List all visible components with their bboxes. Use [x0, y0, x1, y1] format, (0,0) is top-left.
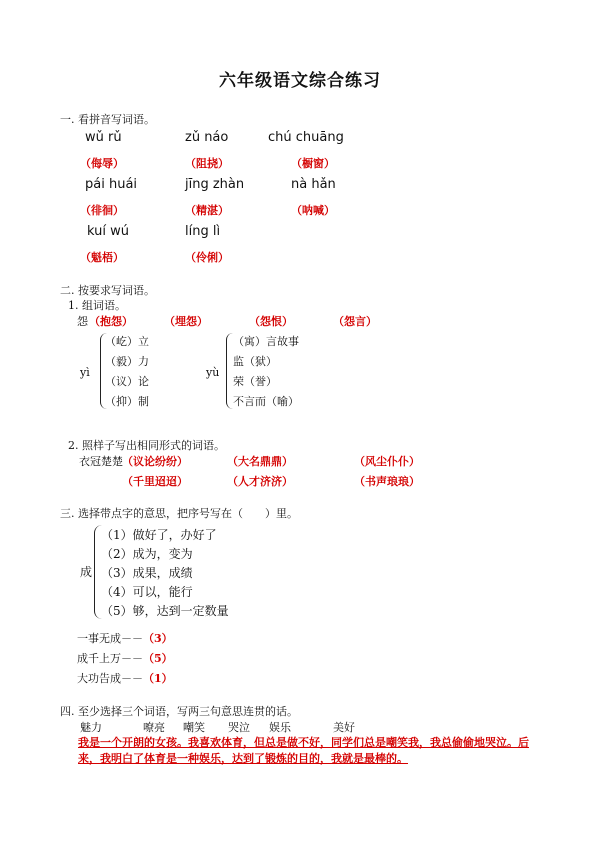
cheng-char: 成 [80, 565, 93, 579]
word-3: 嘲笑 [183, 721, 205, 734]
word-5: 娱乐 [269, 721, 291, 734]
question-3 [77, 670, 173, 686]
sub-2-heading: 2. 照样子写出相同形式的词语。 [68, 439, 225, 452]
form-answer-3: （风尘仆仆） [354, 455, 420, 468]
option-2: （2）成为，变为 [101, 547, 193, 561]
pinyin-8: líng lì [185, 224, 221, 239]
yi-item-4: （抑）制 [105, 395, 149, 408]
answer-8: （伶俐） [185, 251, 229, 264]
question-2 [77, 650, 173, 666]
example-word: 衣冠楚楚 [79, 455, 123, 468]
form-answer-6: （书声琅琅） [354, 475, 420, 488]
form-answer-2: （大名鼎鼎） [227, 455, 293, 468]
pinyin-6: nà hǎn [291, 177, 336, 192]
question-2-text: 成千上万－－ [77, 652, 143, 665]
answer-4: （徘徊） [80, 204, 124, 217]
section-2-heading: 二. 按要求写词语。 [60, 284, 155, 297]
word-1: 魅力 [80, 721, 102, 734]
word-2: 嘹亮 [143, 721, 165, 734]
question-1-answer: （3） [143, 632, 173, 645]
word-4: 哭泣 [228, 721, 250, 734]
option-5: （5）够，达到一定数量 [101, 604, 229, 618]
form-answer-5: （人才济济） [227, 475, 293, 488]
pinyin-7: kuí wú [87, 224, 129, 239]
yi-item-1: （屹）立 [105, 335, 149, 348]
answer-1: （侮辱） [80, 157, 124, 170]
yuan-char: 怨 [77, 315, 88, 328]
answer-5: （精湛） [185, 204, 229, 217]
answer-2: （阻挠） [185, 157, 229, 170]
yu-label: yù [206, 366, 220, 379]
yuan-answer-1: （抱怨） [89, 315, 133, 328]
pinyin-4: pái huái [85, 177, 138, 192]
composition-answer: 我是一个开朗的女孩。我喜欢体育，但总是做不好，同学们总是嘲笑我，我总偷偷地哭泣。后来，我明白了体育是一种娱乐，达到了锻炼的目的，我就是最棒的。 [78, 736, 529, 765]
answer-7: （魁梧） [80, 251, 124, 264]
option-1: （1）做好了，办好了 [101, 528, 217, 542]
question-1-text: 一事无成－－ [77, 632, 143, 645]
form-answer-4: （千里迢迢） [122, 475, 188, 488]
question-3-answer: （1） [143, 672, 173, 685]
yi-item-2: （毅）力 [105, 355, 149, 368]
yuan-answer-3: （怨恨） [249, 315, 293, 328]
yuan-answer-2: （埋怨） [164, 315, 208, 328]
pinyin-5: jīng zhàn [185, 177, 245, 192]
yu-brace [226, 333, 233, 409]
pinyin-3: chú chuāng [268, 130, 344, 145]
sub-1-heading: 1. 组词语。 [68, 299, 126, 312]
yu-item-3: 荣（誉） [233, 375, 277, 388]
yuan-answer-4: （怨言） [333, 315, 377, 328]
answer-3: （橱窗） [291, 157, 335, 170]
section-1-heading: 一. 看拼音写词语。 [60, 113, 155, 126]
yi-item-3: （议）论 [105, 375, 149, 388]
pinyin-1: wǔ rǔ [85, 130, 122, 145]
word-6: 美好 [333, 721, 355, 734]
question-3-text: 大功告成－－ [77, 672, 143, 685]
answer-6: （呐喊） [291, 204, 335, 217]
pinyin-2: zǔ náo [185, 130, 229, 145]
question-1 [77, 630, 173, 646]
option-4: （4）可以，能行 [101, 585, 193, 599]
yi-label: yì [80, 366, 90, 379]
yu-item-2: 监（狱） [233, 355, 277, 368]
yu-item-4: 不言而（喻） [233, 395, 299, 408]
yu-item-1: （寓）言故事 [233, 335, 299, 348]
form-answer-1: （议论纷纷） [122, 455, 188, 468]
page-title: 六年级语文综合练习 [219, 71, 381, 91]
option-3: （3）成果，成绩 [101, 566, 193, 580]
section-3-heading: 三. 选择带点字的意思，把序号写在（ ）里。 [60, 507, 298, 520]
question-2-answer: （5） [143, 652, 173, 665]
section-4-heading: 四. 至少选择三个词语，写两三句意思连贯的话。 [60, 705, 298, 718]
